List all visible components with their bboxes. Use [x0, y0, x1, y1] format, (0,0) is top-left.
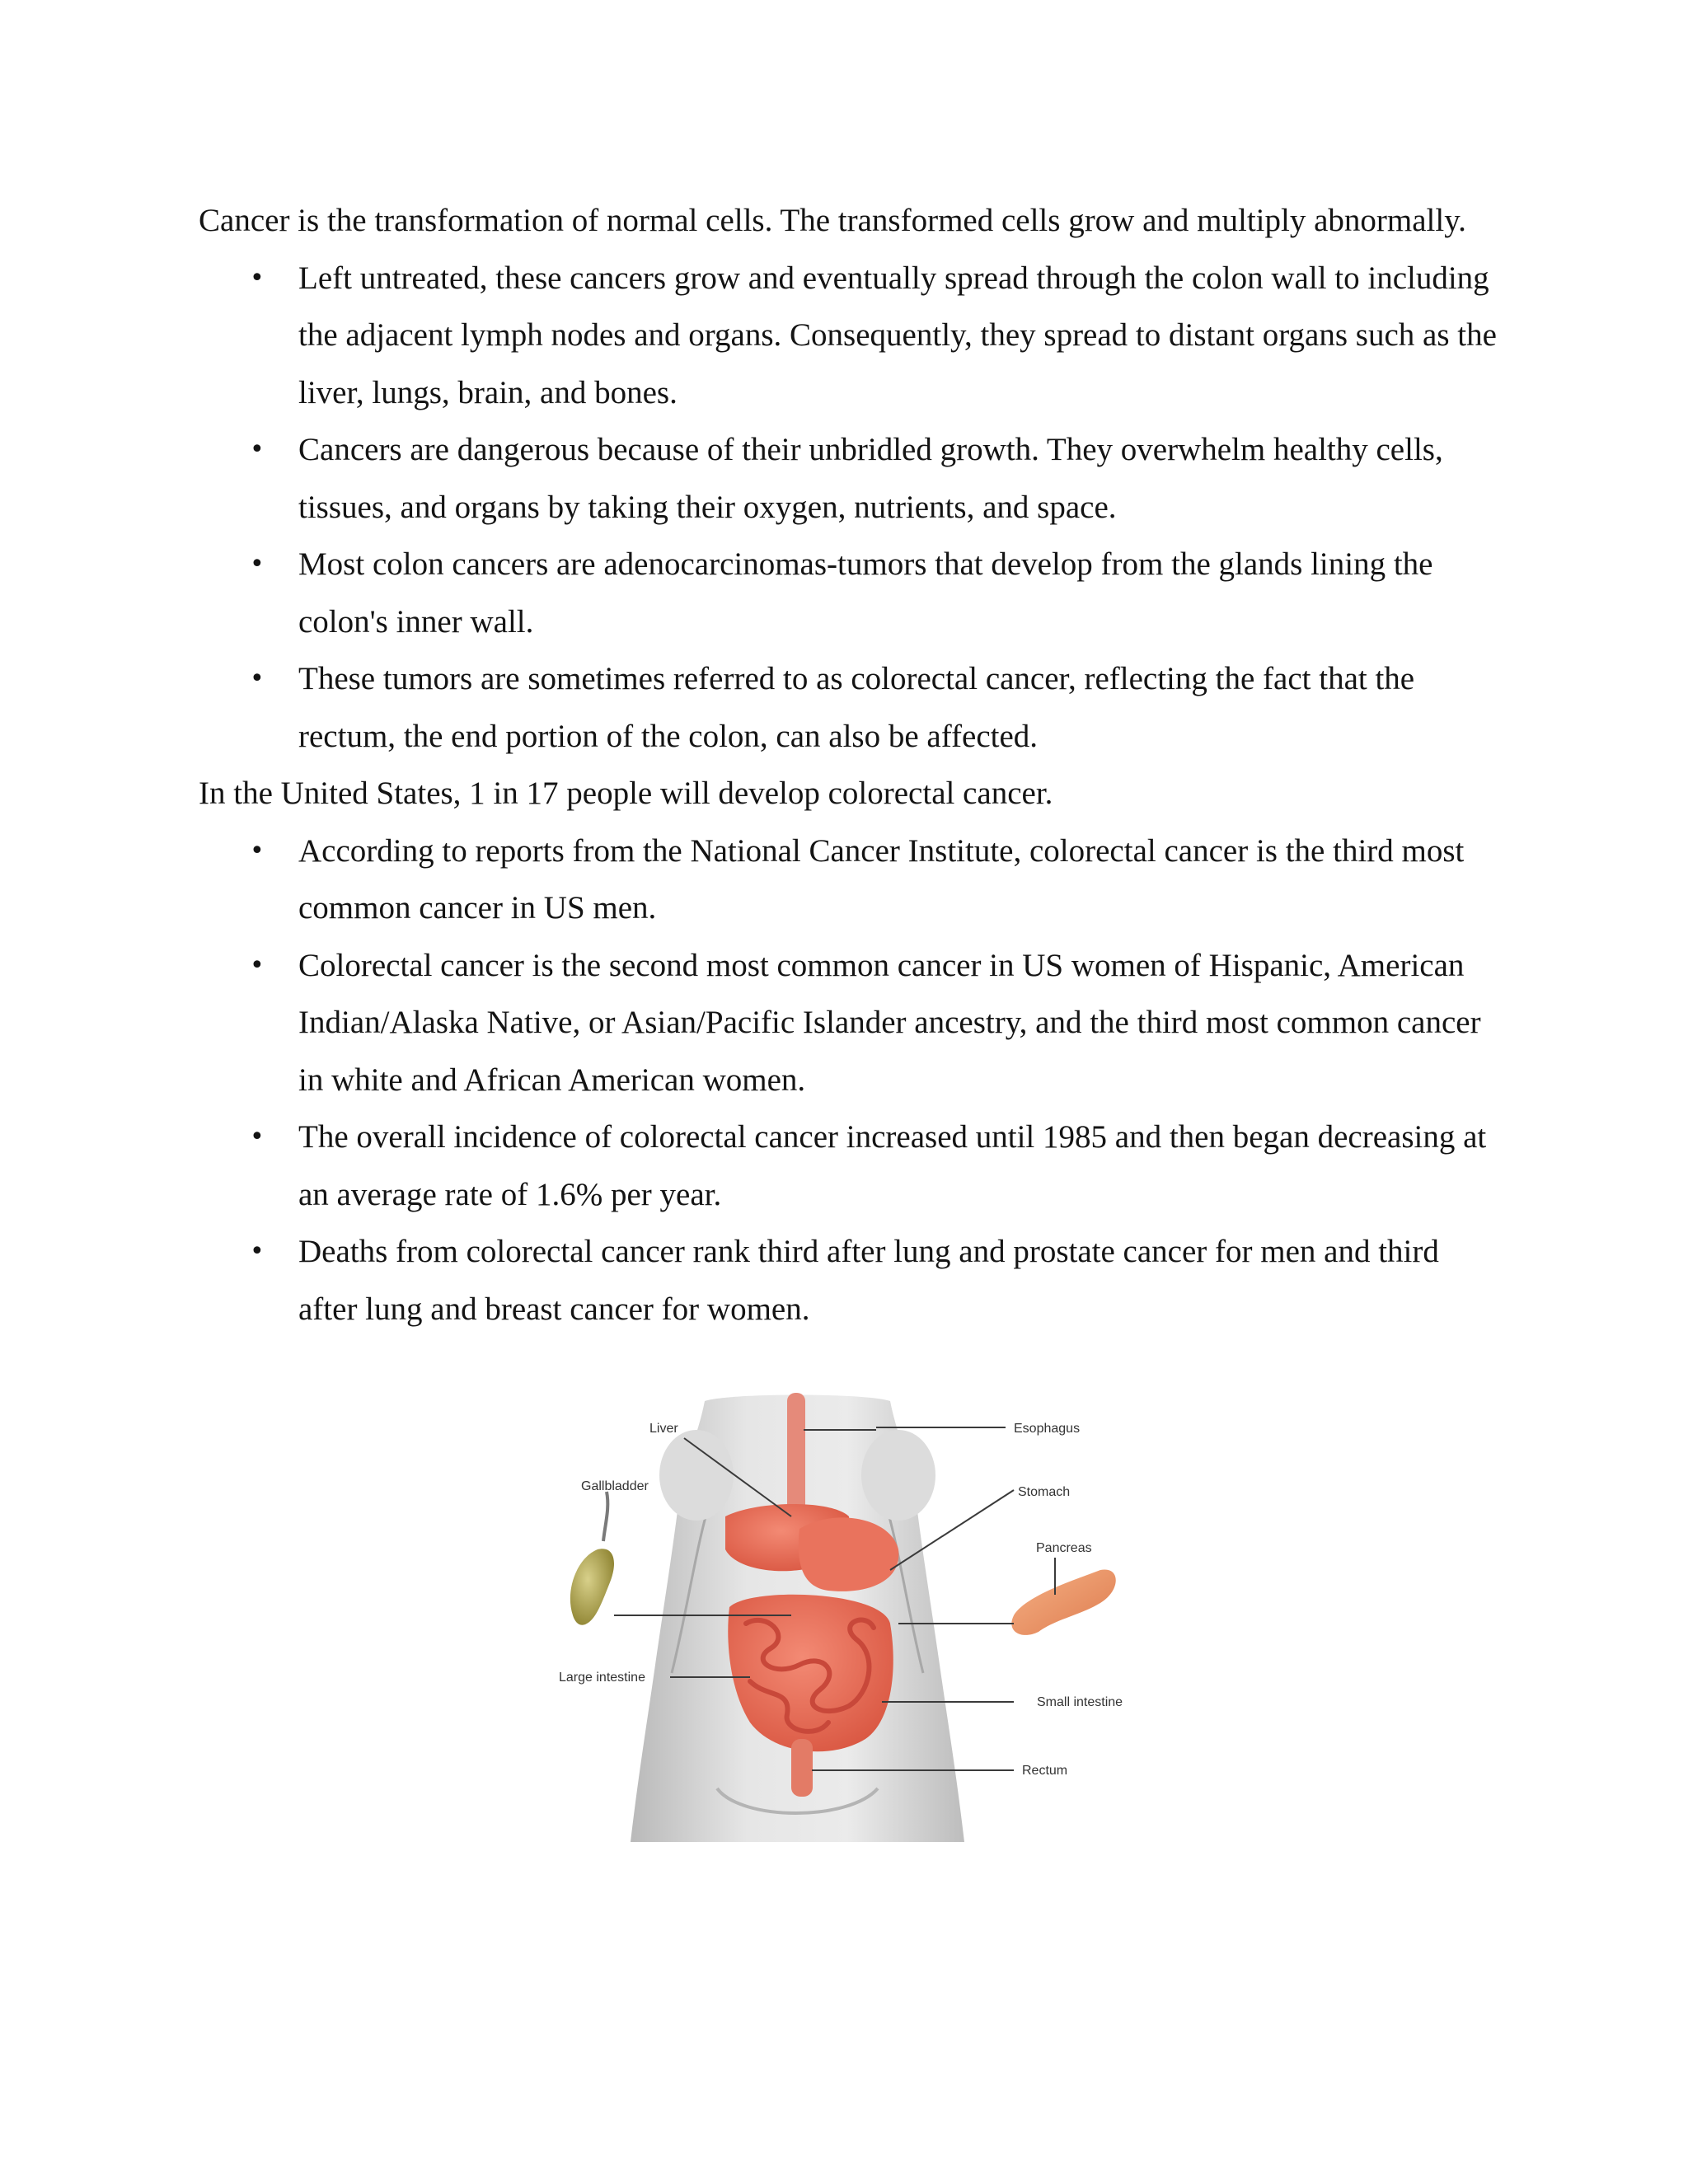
label-gallbladder: Gallbladder: [581, 1479, 649, 1493]
list-item-text: Colorectal cancer is the second most common cancer in US women of Hispanic, American Indian/Alaska Native, or Asian/Pacific Islander ancestry, and the third most common cancer in white and African American women.: [298, 947, 1481, 1098]
list-item: [199, 1223, 1517, 1338]
digestive-system-illustration: [552, 1393, 1146, 1846]
list-item: [199, 650, 1517, 765]
intro-paragraph-cancer: Cancer is the transformation of normal cells. The transformed cells grow and multiply abnormally.: [199, 203, 1466, 238]
list-item: [199, 250, 1517, 422]
label-rectum: Rectum: [1022, 1764, 1068, 1778]
bullet-icon: •: [250, 664, 265, 693]
gallbladder-duct: [603, 1492, 607, 1541]
label-small-intestine: Small intestine: [1037, 1695, 1123, 1709]
pancreas-shape: [1011, 1569, 1115, 1634]
bullet-icon: •: [250, 263, 265, 293]
list-item-text: Cancers are dangerous because of their unbridled growth. They overwhelm healthy cells, tissues, and organs by taking their oxygen, nutrients, and space.: [298, 432, 1443, 525]
label-stomach: Stomach: [1018, 1485, 1071, 1499]
body-text: [199, 192, 1517, 1338]
label-large-intestine: Large intestine: [559, 1671, 645, 1685]
list-item-text: Left untreated, these cancers grow and eventually spread through the colon wall to including the adjacent lymph nodes and organs. Consequently, they spread to distant organs such as the liver, lungs, brain, and bones.: [298, 260, 1497, 410]
gallbladder-shape: [570, 1549, 614, 1624]
list-item: [199, 823, 1517, 937]
list-item-text: The overall incidence of colorectal cancer increased until 1985 and then began decreasing at an average rate of 1.6% per year.: [298, 1119, 1487, 1212]
bullet-icon: •: [250, 1237, 265, 1266]
label-pancreas: Pancreas: [1036, 1541, 1092, 1555]
bullet-icon: •: [250, 950, 265, 980]
bullet-list-statistics: [199, 823, 1517, 1338]
list-item: [199, 1108, 1517, 1223]
label-esophagus: Esophagus: [1014, 1422, 1081, 1436]
bullet-list-cancer-facts: [199, 250, 1517, 766]
anatomy-diagram: [552, 1393, 1146, 1846]
list-item-text: These tumors are sometimes referred to as colorectal cancer, reflecting the fact that the rectum, the end portion of the colon, can also be affected.: [298, 661, 1415, 754]
list-item: [199, 421, 1517, 536]
bullet-icon: •: [250, 550, 265, 579]
label-liver: Liver: [649, 1422, 678, 1436]
list-item-text: According to reports from the National Cancer Institute, colorectal cancer is the third most common cancer in US men.: [298, 832, 1465, 926]
bullet-icon: •: [250, 1122, 265, 1151]
list-item: [199, 937, 1517, 1109]
bullet-icon: •: [250, 435, 265, 464]
bullet-icon: •: [250, 836, 265, 865]
list-item-text: Most colon cancers are adenocarcinomas-tumors that develop from the glands lining the colon's inner wall.: [298, 546, 1433, 640]
list-item-text: Deaths from colorectal cancer rank third after lung and prostate cancer for men and third after lung and breast cancer for women.: [298, 1234, 1439, 1327]
intro-paragraph-statistics: In the United States, 1 in 17 people will develop colorectal cancer.: [199, 776, 1053, 811]
rectum-shape: [791, 1739, 813, 1797]
list-item: [199, 536, 1517, 650]
